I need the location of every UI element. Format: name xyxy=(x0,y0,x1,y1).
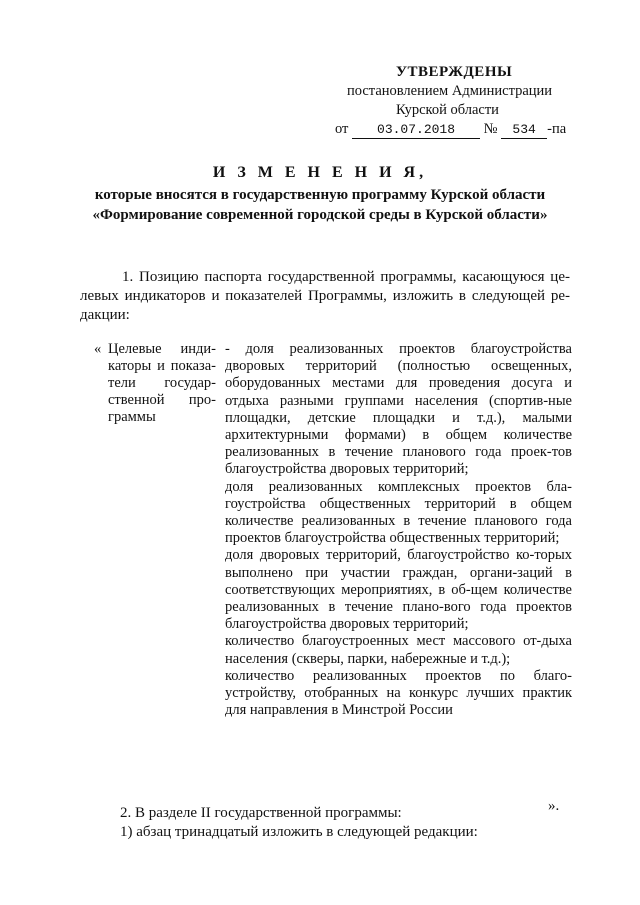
title-subtitle-2: «Формирование современной городской среды в Курской области» xyxy=(92,207,548,223)
paragraph-2-line-1: 2. В разделе II государственной программы: xyxy=(120,805,402,821)
position-content-cell xyxy=(225,341,572,719)
title-subtitle-1: которые вносятся в государственную программу Курской области xyxy=(94,187,546,203)
document-title xyxy=(60,163,580,225)
position-label: Целевые инди-каторы и показа-тели государ-ственной про-граммы xyxy=(108,341,216,425)
approval-line-decree: постановлением Администрации xyxy=(347,83,553,99)
close-quote: ». xyxy=(548,798,560,814)
approval-date-line xyxy=(335,120,570,139)
number-prefix: № xyxy=(483,121,498,137)
approval-block xyxy=(330,63,570,139)
position-label-cell xyxy=(94,341,216,426)
paragraph-1-text: 1. Позицию паспорта государственной программы, касающуюся це-левых индикаторов и показателей Программы, изложить в следующей ре-дакции: xyxy=(80,269,570,323)
decree-number: 534 xyxy=(501,122,547,139)
paragraph-2 xyxy=(120,804,570,842)
open-quote: « xyxy=(94,341,102,357)
decree-date: 03.07.2018 xyxy=(352,122,480,139)
indicator-item: - доля реализованных проектов благоустройства дворовых территорий (полностью освещенных, оборудованных местами для проведения досуга и отдыха разными группами населения (спортив-ные площадки, детские площадки и т.д.), малыми архитектурными формами) в общем количестве реализованных в течение планового года проек-тов благоустройства дворовых территорий; xyxy=(225,341,572,478)
paragraph-2-line-2: 1) абзац тринадцатый изложить в следующей редакции: xyxy=(120,824,478,840)
paragraph-1 xyxy=(80,268,570,325)
approval-heading: УТВЕРЖДЕНЫ xyxy=(396,64,513,80)
title-main: И З М Е Н Е Н И Я, xyxy=(212,164,428,181)
indicator-item: количество благоустроенных мест массового от-дыха населения (скверы, парки, набережные и т.д.); xyxy=(225,633,572,667)
approval-line-region: Курской области xyxy=(396,102,499,118)
indicator-item: количество реализованных проектов по благо-устройству, отобранных на конкурс лучших практик для направления в Минстрой России xyxy=(225,667,572,719)
indicator-item: доля дворовых территорий, благоустройство ко-торых выполнено при участии граждан, органи-заций в соответствующих мероприятиях, в об-щем количестве реализованных в течение плано-вого года проектов благоустройства дворовых территорий; xyxy=(225,547,572,633)
indicator-item: доля реализованных комплексных проектов бла-гоустройства общественных территорий в общем количестве реализованных в течение планового года проектов благоустройства общественных территорий; xyxy=(225,478,572,547)
date-prefix: от xyxy=(335,121,349,137)
number-suffix: -па xyxy=(547,121,567,137)
